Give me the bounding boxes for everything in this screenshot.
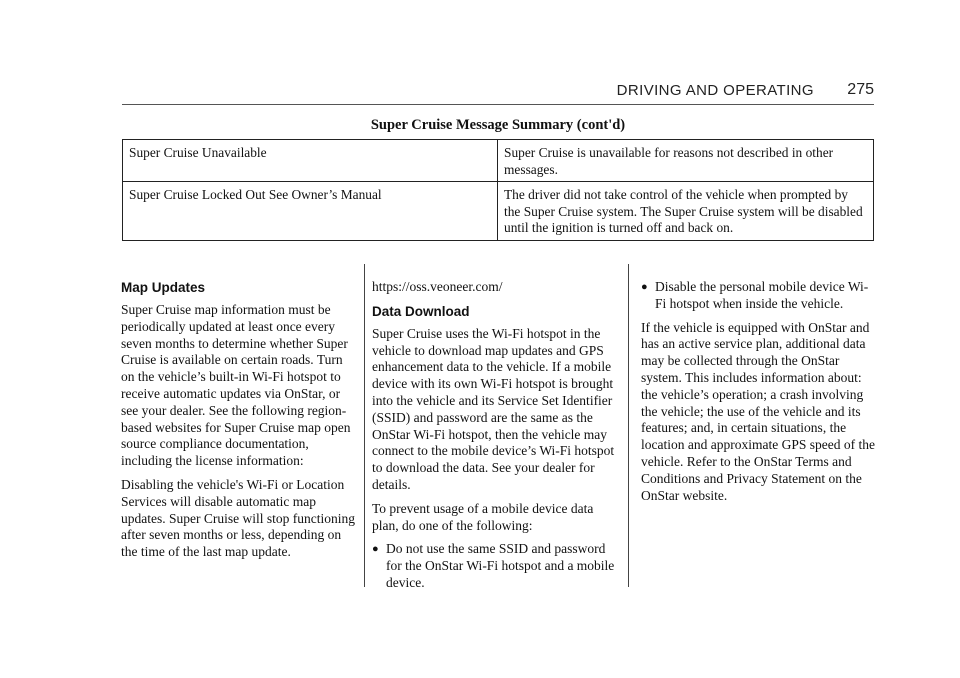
bullet-icon: ● [641, 281, 648, 293]
table-row [123, 182, 874, 241]
page-number: 275 [847, 81, 874, 98]
table-row [123, 140, 874, 182]
list-item-text: Do not use the same SSID and password for the OnStar Wi-Fi hotspot and a mobile device. [386, 541, 615, 590]
paragraph: To prevent usage of a mobile device data plan, do one of the following: [372, 500, 594, 533]
message-cell: Super Cruise Unavailable [123, 140, 498, 182]
message-summary-table [122, 139, 874, 241]
description-cell: The driver did not take control of the vehicle when prompted by the Super Cruise system. The Super Cruise system will be disabled until the ignition is turned off and back on. [498, 182, 874, 241]
message-cell: Super Cruise Locked Out See Owner’s Manual [123, 182, 498, 241]
list-item [372, 541, 617, 591]
text-column-2 [372, 279, 617, 599]
description-cell: Super Cruise is unavailable for reasons not described in other messages. [498, 140, 874, 182]
list-item-text: Disable the personal mobile device Wi-Fi hotspot when inside the vehicle. [655, 279, 869, 311]
column-divider [364, 264, 365, 587]
page-header [122, 80, 874, 105]
text-column-1 [121, 279, 358, 568]
paragraph: Super Cruise uses the Wi-Fi hotspot in the vehicle to download map updates and GPS enhancement data to the vehicle. If a mobile device with its own Wi-Fi hotspot is brought into the vehicle and its Service Set Identifier (SSID) and password are the same as the OnStar Wi-Fi hotspot, then the vehicle may connect to the mobile device’s Wi-Fi hotspot to download the data. See your dealer for details. [372, 325, 615, 492]
column-divider [628, 264, 629, 587]
paragraph: Disabling the vehicle's Wi-Fi or Location Services will disable automatic map updates. Super Cruise will stop functioning after seven months or less, depending on the time of the last map update. [121, 476, 355, 560]
text-column-3 [641, 279, 877, 511]
bullet-list [641, 279, 877, 313]
paragraph: Super Cruise map information must be periodically updated at least once every seven months to determine whether Super Cruise is available on certain roads. Turn on the vehicle’s built-in Wi-Fi hotspot to receive automatic updates via OnStar, or see your dealer. See the following region-based websites for Super Cruise map open source compliance documentation, including the license information: [121, 302, 351, 469]
paragraph: If the vehicle is equipped with OnStar and has an active service plan, additional data may be collected through the OnStar system. This includes information about: the vehicle’s operation; a crash involving the vehicle; the use of the vehicle and its features; and, in certain situations, the location and approximate GPS speed of the vehicle. Refer to the OnStar Terms and Conditions and Privacy Statement on the OnStar website. [641, 319, 875, 503]
bullet-icon: ● [372, 543, 379, 556]
section-title: DRIVING AND OPERATING [616, 82, 814, 99]
data-download-heading: Data Download [372, 303, 470, 319]
bullet-list [372, 541, 617, 591]
table-title: Super Cruise Message Summary (cont'd) [370, 117, 626, 133]
map-updates-heading: Map Updates [121, 280, 206, 295]
list-item [641, 279, 877, 313]
website-url[interactable]: https://oss.veoneer.com/ [372, 279, 503, 294]
